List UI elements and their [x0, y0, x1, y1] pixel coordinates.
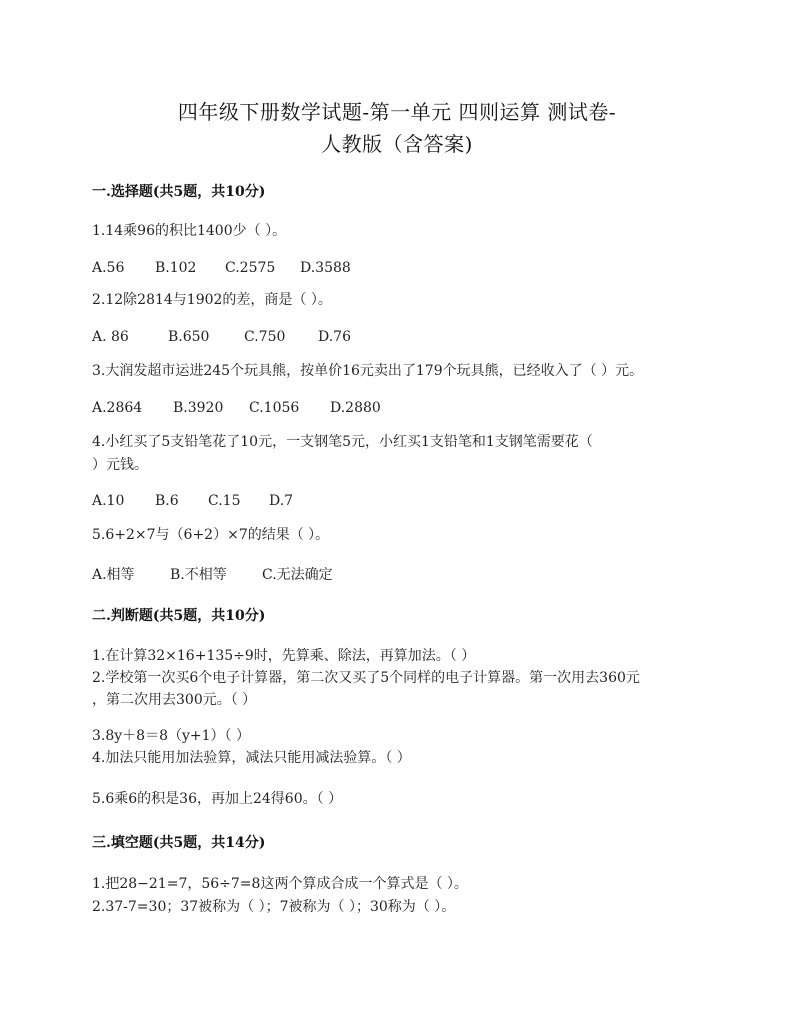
option: D.7 [269, 493, 294, 509]
option: C.无法确定 [262, 567, 333, 583]
question-1-4-line-1: 4.小红买了5支铅笔花了10元，一支钢笔5元，小红买1支铅笔和1支钢笔需要花（ [92, 434, 593, 450]
question-2-3: 3.8y＋8＝8（y+1）（ ） [92, 728, 250, 744]
section-heading-fill: 三.填空题(共5题，共14分) [92, 835, 266, 851]
option: B.3920 [173, 400, 224, 416]
question-2-4: 4.加法只能用加法验算，减法只能用减法验算。（ ） [92, 750, 411, 766]
section-heading-judge: 二.判断题(共5题，共10分) [92, 608, 266, 624]
question-1-4-line-2: ）元钱。 [92, 457, 148, 473]
option: B.不相等 [170, 567, 227, 583]
option: C.750 [244, 329, 286, 345]
option: A.56 [92, 260, 125, 276]
question-2-1: 1.在计算32×16+135÷9时，先算乘、除法，再算加法。（ ） [92, 648, 476, 664]
option: B.102 [155, 260, 197, 276]
question-2-2-line-1: 2.学校第一次买6个电子计算器，第二次又买了5个同样的电子计算器。第一次用去360元 [92, 670, 640, 686]
option: B.650 [168, 329, 210, 345]
option: C.15 [208, 493, 241, 509]
question-3-2: 2.37-7=30；37被称为（ ）；7被称为（ ）；30称为（ ）。 [92, 899, 456, 915]
question-1-1: 1.14乘96的积比1400少（ ）。 [92, 223, 287, 239]
option: B.6 [155, 493, 179, 509]
title-line-2: 人教版（含答案) [321, 132, 473, 156]
option: A.相等 [92, 567, 135, 583]
option: D.3588 [300, 260, 351, 276]
question-1-2: 2.12除2814与1902的差，商是（ ）。 [92, 292, 332, 308]
option: A.2864 [92, 400, 143, 416]
section-heading-choice: 一.选择题(共5题，共10分) [92, 184, 266, 200]
question-2-2-line-2: ，第二次用去300元。（ ） [92, 692, 257, 708]
option: D.76 [318, 329, 351, 345]
question-3-1: 1.把28−21=7，56÷7=8这两个算成合成一个算式是（ ）。 [92, 876, 468, 892]
title-line-1: 四年级下册数学试题-第一单元 四则运算 测试卷- [177, 100, 617, 124]
question-1-5: 5.6+2×7与（6+2）×7的结果（ ）。 [92, 527, 330, 543]
option: C.1056 [249, 400, 300, 416]
question-2-5: 5.6乘6的积是36，再加上24得60。（ ） [92, 791, 343, 807]
option: C.2575 [225, 260, 276, 276]
question-1-3: 3.大润发超市运进245个玩具熊，按单价16元卖出了179个玩具熊，已经收入了（ ）元。 [92, 363, 644, 379]
option: A. 86 [92, 329, 129, 345]
option: D.2880 [330, 400, 381, 416]
option: A.10 [92, 493, 125, 509]
